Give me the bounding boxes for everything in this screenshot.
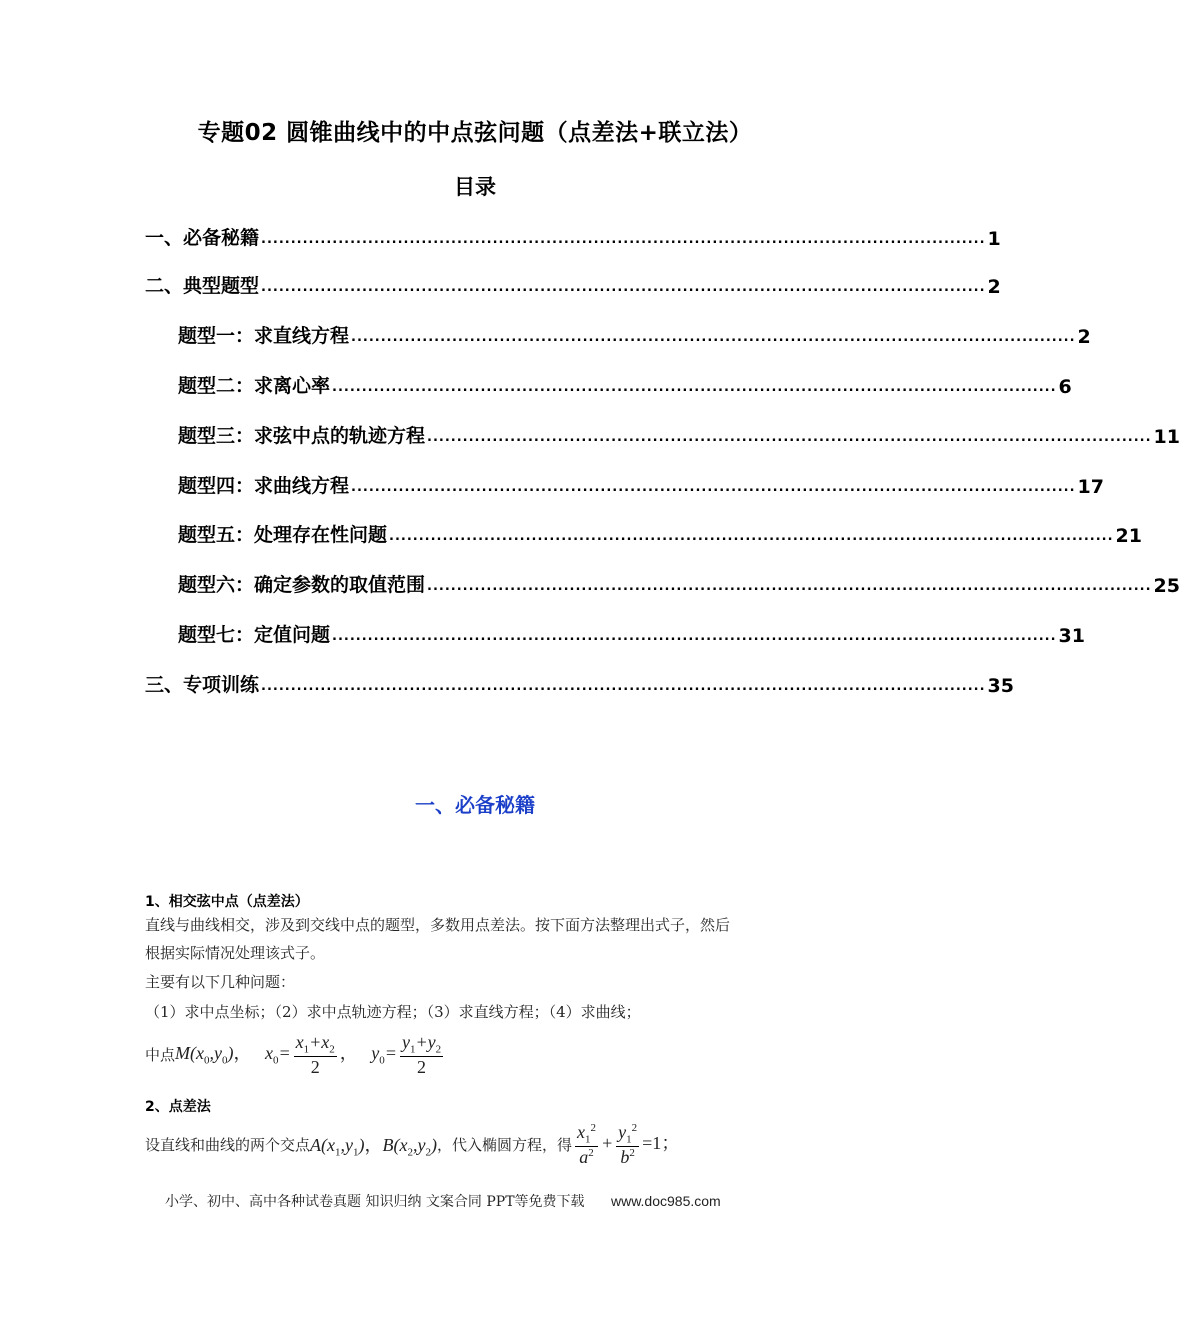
toc-page-number: 2 [1077, 326, 1091, 348]
footer-url-link[interactable]: www.doc985.com [610, 1193, 721, 1209]
toc-entry-type-1[interactable] [178, 318, 1091, 348]
subheading-point-difference: 2、点差法 [145, 1099, 211, 1115]
toc-label: 题型七：定值问题 [178, 624, 331, 646]
toc-leader-dots: .......................................................................................................................... [351, 330, 1076, 345]
intersection-points-formula: $A(x_1,y_1)$，$B(x_2,y_2)$ [310, 1135, 437, 1159]
footer-text: 小学、初中、高中各种试卷真题 知识归纳 文案合同 PPT等免费下载 [165, 1194, 585, 1210]
paragraph: 主要有以下几种问题： [145, 973, 296, 991]
subheading-midpoint: 1、相交弦中点（点差法） [145, 894, 309, 910]
paragraph: 直线与曲线相交，涉及到交线中点的题型，多数用点差法。按下面方法整理出式子，然后 [145, 916, 731, 934]
toc-label: 题型四：求曲线方程 [178, 475, 350, 497]
toc-entry-section-1[interactable] [145, 220, 1001, 250]
toc-page-number: 31 [1058, 625, 1085, 647]
toc-entry-type-5[interactable] [178, 517, 1142, 547]
section-title: 一、必备秘籍 [415, 793, 535, 817]
toc-leader-dots: .......................................................................................................................... [332, 380, 1057, 395]
midpoint-formula: $M(x_0,y_0)$， $x_0=$ $\frac{x_1+x_2}{2}$ ， $y_0=$ $\frac{y_1+y_2}{2}$ [175, 1032, 442, 1078]
toc-leader-dots: .......................................................................................................................... [351, 480, 1076, 495]
toc-entry-type-3[interactable] [178, 418, 1180, 448]
toc-page-number: 6 [1058, 376, 1072, 398]
toc-leader-dots: .......................................................................................................................... [261, 280, 986, 295]
paragraph: （1）求中点坐标；（2）求中点轨迹方程；（3）求直线方程；（4）求曲线； [145, 1003, 641, 1021]
paragraph: 根据实际情况处理该式子。 [145, 944, 326, 962]
toc-label: 三、专项训练 [145, 674, 260, 696]
toc-page-number: 25 [1153, 575, 1180, 597]
toc-label: 一、必备秘籍 [145, 227, 260, 249]
midpoint-label: 中点 [145, 1046, 176, 1065]
toc-entry-type-2[interactable] [178, 368, 1072, 398]
toc-entry-type-4[interactable] [178, 468, 1104, 498]
toc-leader-dots: .......................................................................................................................... [427, 579, 1152, 594]
toc-label: 二、典型题型 [145, 275, 260, 297]
toc-label: 题型二：求离心率 [178, 375, 331, 397]
toc-label: 题型五：处理存在性问题 [178, 524, 388, 546]
toc-page-number: 2 [987, 276, 1001, 298]
toc-page-number: 17 [1077, 476, 1104, 498]
toc-label: 题型一：求直线方程 [178, 325, 350, 347]
toc-heading: 目录 [454, 175, 496, 199]
toc-page-number: 1 [987, 228, 1001, 250]
paragraph-prefix: 设直线和曲线的两个交点 [145, 1136, 311, 1155]
toc-leader-dots: .......................................................................................................................... [261, 679, 986, 694]
toc-leader-dots: .......................................................................................................................... [261, 232, 986, 247]
toc-leader-dots: .......................................................................................................................... [427, 430, 1152, 445]
toc-leader-dots: .......................................................................................................................... [389, 529, 1114, 544]
toc-page-number: 21 [1115, 525, 1142, 547]
toc-label: 题型三：求弦中点的轨迹方程 [178, 425, 426, 447]
toc-leader-dots: .......................................................................................................................... [332, 629, 1057, 644]
page-footer [165, 1191, 721, 1211]
paragraph-middle: ，代入椭圆方程，得 [436, 1136, 572, 1155]
midpoint-formula-line [145, 1032, 446, 1078]
toc-entry-type-7[interactable] [178, 617, 1085, 647]
toc-page-number: 35 [987, 675, 1014, 697]
toc-entry-section-2[interactable] [145, 268, 1001, 298]
toc-label: 题型六：确定参数的取值范围 [178, 574, 426, 596]
ellipse-equation: $\frac{x_1^2}{a^2}$ + $\frac{y_1^2}{b^2}$ =1； [577, 1122, 680, 1168]
toc-page-number: 11 [1153, 426, 1180, 448]
intersection-formula-line [145, 1122, 679, 1168]
toc-entry-section-3[interactable] [145, 667, 1014, 697]
document-title: 专题02 圆锥曲线中的中点弦问题（点差法+联立法） [197, 120, 753, 146]
toc-entry-type-6[interactable] [178, 567, 1180, 597]
